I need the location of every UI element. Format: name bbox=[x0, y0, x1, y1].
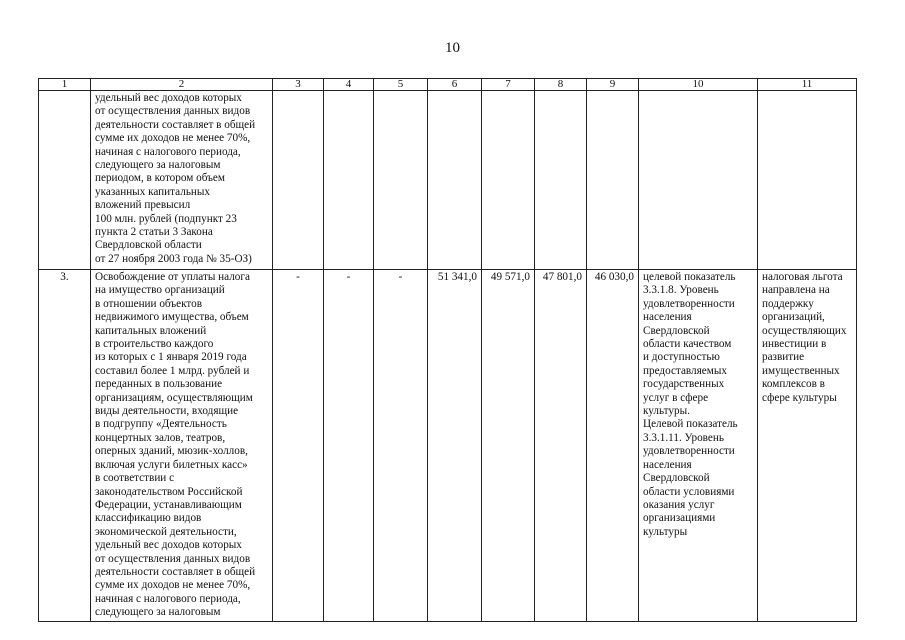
text-line: экономической деятельности, bbox=[95, 525, 237, 538]
row-number-cell: 3. bbox=[39, 270, 91, 622]
text-line: организациями bbox=[643, 512, 716, 525]
empty-cell bbox=[758, 91, 857, 270]
text-line: области качеством bbox=[643, 338, 732, 351]
empty-cell bbox=[587, 91, 639, 270]
text-line: от 27 ноября 2003 года № 35-ОЗ) bbox=[95, 252, 252, 265]
text-line: пункта 2 статьи 3 Закона bbox=[95, 226, 213, 239]
text-line: инвестиции в bbox=[762, 338, 827, 351]
text-line: сумме их доходов не менее 70%, bbox=[95, 579, 251, 592]
text-line: составил более 1 млрд. рублей и bbox=[95, 364, 250, 377]
text-line: удовлетворенности bbox=[643, 445, 735, 458]
text-line: 3.3.1.8. Уровень bbox=[643, 284, 719, 297]
text-line: налоговая льгота bbox=[762, 271, 843, 283]
column-number-11: 11 bbox=[758, 79, 857, 91]
text-line: в подгруппу «Деятельность bbox=[95, 418, 227, 431]
text-line: удельный вес доходов которых bbox=[95, 539, 242, 552]
text-line: населения bbox=[643, 311, 692, 324]
text-line: в соответствии с bbox=[95, 472, 175, 485]
value-cell-col6: 51 341,0 bbox=[428, 270, 482, 622]
text-line: области условиями bbox=[643, 485, 735, 498]
text-line: деятельности составляет в общей bbox=[95, 118, 256, 131]
text-line: Свердловской области bbox=[95, 239, 202, 252]
empty-cell bbox=[428, 91, 482, 270]
text-line: развитие bbox=[762, 351, 805, 364]
benefit-purpose-cell bbox=[758, 270, 857, 622]
text-line: Федерации, устанавливающим bbox=[95, 498, 242, 511]
text-line: капитальных вложений bbox=[95, 324, 207, 337]
text-line: Свердловской bbox=[643, 472, 710, 485]
text-line: деятельности составляет в общей bbox=[95, 565, 256, 578]
benefit-description-cell bbox=[91, 91, 273, 270]
text-line: следующего за налоговым bbox=[95, 159, 221, 172]
column-number-7: 7 bbox=[482, 79, 535, 91]
text-line: вложений превысил bbox=[95, 199, 191, 212]
empty-cell bbox=[482, 91, 535, 270]
text-line: направлена на bbox=[762, 284, 830, 297]
text-line: на имущество организаций bbox=[95, 284, 225, 297]
text-line: классификацию видов bbox=[95, 512, 202, 525]
text-line: законодательством Российской bbox=[95, 485, 243, 498]
text-line: предоставляемых bbox=[643, 364, 727, 377]
table-row bbox=[39, 91, 857, 270]
text-line: комплексов в bbox=[762, 378, 825, 391]
empty-cell bbox=[535, 91, 587, 270]
empty-cell bbox=[324, 91, 374, 270]
text-line: населения bbox=[643, 458, 692, 471]
text-line: из которых с 1 января 2019 года bbox=[95, 351, 247, 364]
text-line: виды деятельности, входящие bbox=[95, 405, 239, 418]
empty-cell bbox=[639, 91, 758, 270]
text-line: включая услуги билетных касс» bbox=[95, 458, 248, 471]
text-line: концертных залов, театров, bbox=[95, 431, 226, 444]
column-number-2: 2 bbox=[91, 79, 273, 91]
tax-benefit-table bbox=[38, 78, 857, 622]
value-cell-col7: 49 571,0 bbox=[482, 270, 535, 622]
text-line: оказания услуг bbox=[643, 498, 715, 511]
table-header-row bbox=[39, 79, 857, 91]
column-number-5: 5 bbox=[374, 79, 428, 91]
text-line: начиная с налогового периода, bbox=[95, 592, 241, 605]
table-row bbox=[39, 270, 857, 622]
text-line: осуществляющих bbox=[762, 324, 847, 337]
text-line: целевой показатель bbox=[643, 271, 736, 283]
text-line: в отношении объектов bbox=[95, 297, 202, 310]
text-line: 100 млн. рублей (подпункт 23 bbox=[95, 212, 237, 225]
text-line: указанных капитальных bbox=[95, 185, 211, 198]
column-number-6: 6 bbox=[428, 79, 482, 91]
value-cell-col8: 47 801,0 bbox=[535, 270, 587, 622]
text-line: Целевой показатель bbox=[643, 418, 738, 431]
target-indicator-cell bbox=[639, 270, 758, 622]
text-line: удельный вес доходов которых bbox=[95, 92, 242, 104]
text-line: организациям, осуществляющим bbox=[95, 391, 253, 404]
text-line: недвижимого имущества, объем bbox=[95, 311, 249, 324]
row-number-cell bbox=[39, 91, 91, 270]
column-number-9: 9 bbox=[587, 79, 639, 91]
text-line: переданных в пользование bbox=[95, 378, 223, 391]
empty-cell bbox=[273, 91, 324, 270]
column-number-1: 1 bbox=[39, 79, 91, 91]
text-line: культуры. bbox=[643, 405, 690, 418]
column-number-4: 4 bbox=[324, 79, 374, 91]
text-line: поддержку bbox=[762, 297, 814, 310]
text-line: оперных зданий, мюзик-холлов, bbox=[95, 445, 248, 458]
empty-cell bbox=[374, 91, 428, 270]
text-line: следующего за налоговым bbox=[95, 606, 221, 619]
text-line: удовлетворенности bbox=[643, 297, 735, 310]
text-line: в строительство каждого bbox=[95, 338, 214, 351]
text-line: Свердловской bbox=[643, 324, 710, 337]
text-line: от осуществления данных видов bbox=[95, 552, 251, 565]
text-line: периодом, в котором объем bbox=[95, 172, 225, 185]
text-line: начиная с налогового периода, bbox=[95, 145, 241, 158]
text-line: услуг в сфере bbox=[643, 391, 709, 404]
text-line: и доступностью bbox=[643, 351, 720, 364]
text-line: Освобождение от уплаты налога bbox=[95, 271, 250, 283]
text-line: 3.3.1.11. Уровень bbox=[643, 431, 724, 444]
text-line: имущественных bbox=[762, 364, 840, 377]
column-number-8: 8 bbox=[535, 79, 587, 91]
text-line: сфере культуры bbox=[762, 391, 837, 404]
text-line: от осуществления данных видов bbox=[95, 105, 251, 118]
value-cell-col5: - bbox=[374, 270, 428, 622]
text-line: организаций, bbox=[762, 311, 825, 324]
value-cell-col3: - bbox=[273, 270, 324, 622]
text-line: культуры bbox=[643, 525, 688, 538]
value-cell-col4: - bbox=[324, 270, 374, 622]
page-number: 10 bbox=[445, 40, 460, 56]
benefit-description-cell bbox=[91, 270, 273, 622]
value-cell-col9: 46 030,0 bbox=[587, 270, 639, 622]
column-number-3: 3 bbox=[273, 79, 324, 91]
text-line: государственных bbox=[643, 378, 725, 391]
text-line: сумме их доходов не менее 70%, bbox=[95, 132, 251, 145]
column-number-10: 10 bbox=[639, 79, 758, 91]
